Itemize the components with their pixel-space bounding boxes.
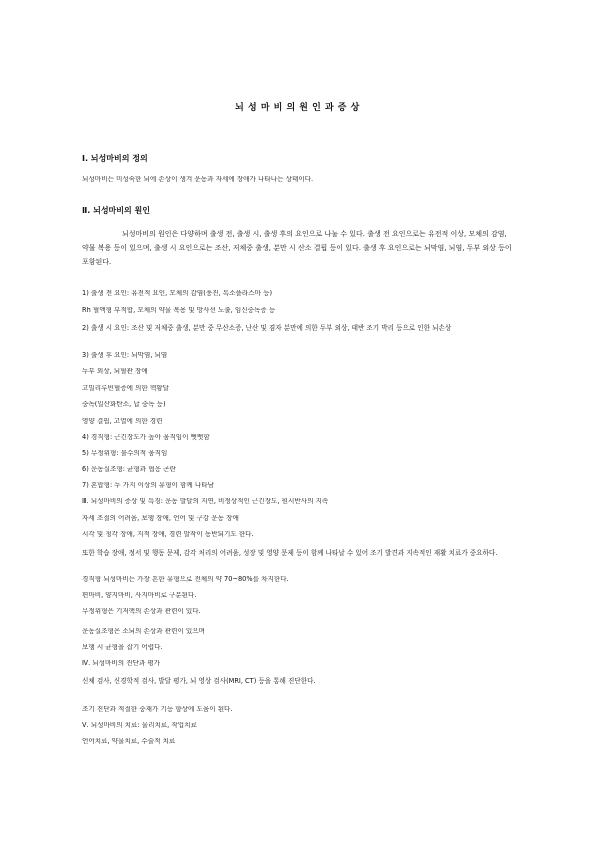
body-line: 중독(일산화탄소, 납 중독 등) bbox=[82, 401, 166, 408]
body-line: Rh 혈액형 부적합, 모체의 약물 복용 및 방사선 노출, 임신중독증 등 bbox=[82, 307, 276, 314]
section-heading-causes: Ⅱ. 뇌성마비의 원인 bbox=[82, 206, 150, 215]
body-line: 7) 혼합형: 두 가지 이상의 유형이 함께 나타남 bbox=[82, 482, 214, 489]
body-line: 두부 외상, 뇌혈관 장애 bbox=[82, 368, 148, 375]
body-line: 신체 검사, 신경학적 검사, 발달 평가, 뇌 영상 검사(MRI, CT) 등을 통해 진단한다. bbox=[82, 677, 316, 685]
body-line: Ⅴ. 뇌성마비의 치료: 물리치료, 작업치료 bbox=[82, 722, 197, 729]
body-line: 4) 경직형: 근긴장도가 높아 움직임이 뻣뻣함 bbox=[82, 434, 210, 441]
definition-text: 뇌성마비는 미성숙한 뇌에 손상이 생겨 운동과 자세에 장애가 나타나는 상태이다. bbox=[82, 176, 314, 183]
body-line: 운동실조형은 소뇌의 손상과 관련이 있으며 bbox=[82, 628, 206, 635]
section-heading-definition: Ⅰ. 뇌성마비의 정의 bbox=[82, 154, 148, 163]
body-line: 조기 진단과 적절한 중재가 기능 향상에 도움이 된다. bbox=[82, 706, 233, 713]
body-line: 영양 결핍, 고열에 의한 경련 bbox=[82, 418, 163, 425]
body-line: 고빌리루빈혈증에 의한 핵황달 bbox=[82, 385, 169, 392]
body-line: Ⅲ. 뇌성마비의 증상 및 특징: 운동 발달의 지연, 비정상적인 근긴장도, 원시반사의 지속 bbox=[82, 498, 329, 505]
body-line: 5) 무정위형: 불수의적 움직임 bbox=[82, 450, 168, 457]
body-line: 3) 출생 후 요인: 뇌막염, 뇌염 bbox=[82, 352, 168, 359]
body-line: 2) 출생 시 요인: 조산 및 저체중 출생, 분만 중 무산소증, 난산 및 겸자 분만에 의한 두부 외상, 태반 조기 박리 등으로 인한 뇌손상 bbox=[82, 324, 452, 332]
body-line: 1) 출생 전 요인: 유전적 요인, 모체의 감염(풍진, 톡소플라스마 등) bbox=[82, 290, 273, 297]
document-title: 뇌 성 마 비 의 원 인 과 증 상 bbox=[235, 103, 360, 113]
body-line: 6) 운동실조형: 균형과 협응 곤란 bbox=[82, 466, 176, 473]
causes-paragraph: 뇌성마비의 원인은 다양하며 출생 전, 출생 시, 출생 후의 요인으로 나눌 수 있다. 출생 전 요인으로는 유전적 이상, 모체의 감염, 약물 복용 등이 있으며, 출생 시 요인으로는 조산, 저체중 출생, 분만 시 산소 결핍 등이 있다. 출생 후 요인으로는 뇌막염, 뇌염, 두부 외상 등이 포함된다. bbox=[82, 230, 512, 266]
body-line: 보행 시 균형을 잡기 어렵다. bbox=[82, 644, 163, 651]
body-line: 무정위형은 기저핵의 손상과 관련이 있다. bbox=[82, 608, 201, 615]
body-line: 또한 학습 장애, 정서 및 행동 문제, 감각 처리의 어려움, 성장 및 영양 문제 등이 함께 나타날 수 있어 조기 발견과 지속적인 재활 치료가 중요하다. bbox=[82, 549, 498, 557]
body-line: 경직형 뇌성마비는 가장 흔한 유형으로 전체의 약 70~80%를 차지한다. bbox=[82, 576, 289, 583]
body-line: 언어치료, 약물치료, 수술적 치료 bbox=[82, 738, 176, 745]
body-line: 편마비, 양지마비, 사지마비로 구분된다. bbox=[82, 592, 197, 599]
body-line: 자세 조절의 어려움, 보행 장애, 언어 및 구강 운동 장애 bbox=[82, 515, 239, 522]
body-line: 시각 및 청각 장애, 지적 장애, 경련 발작이 동반되기도 한다. bbox=[82, 531, 254, 538]
body-line: Ⅳ. 뇌성마비의 진단과 평가 bbox=[82, 660, 161, 667]
